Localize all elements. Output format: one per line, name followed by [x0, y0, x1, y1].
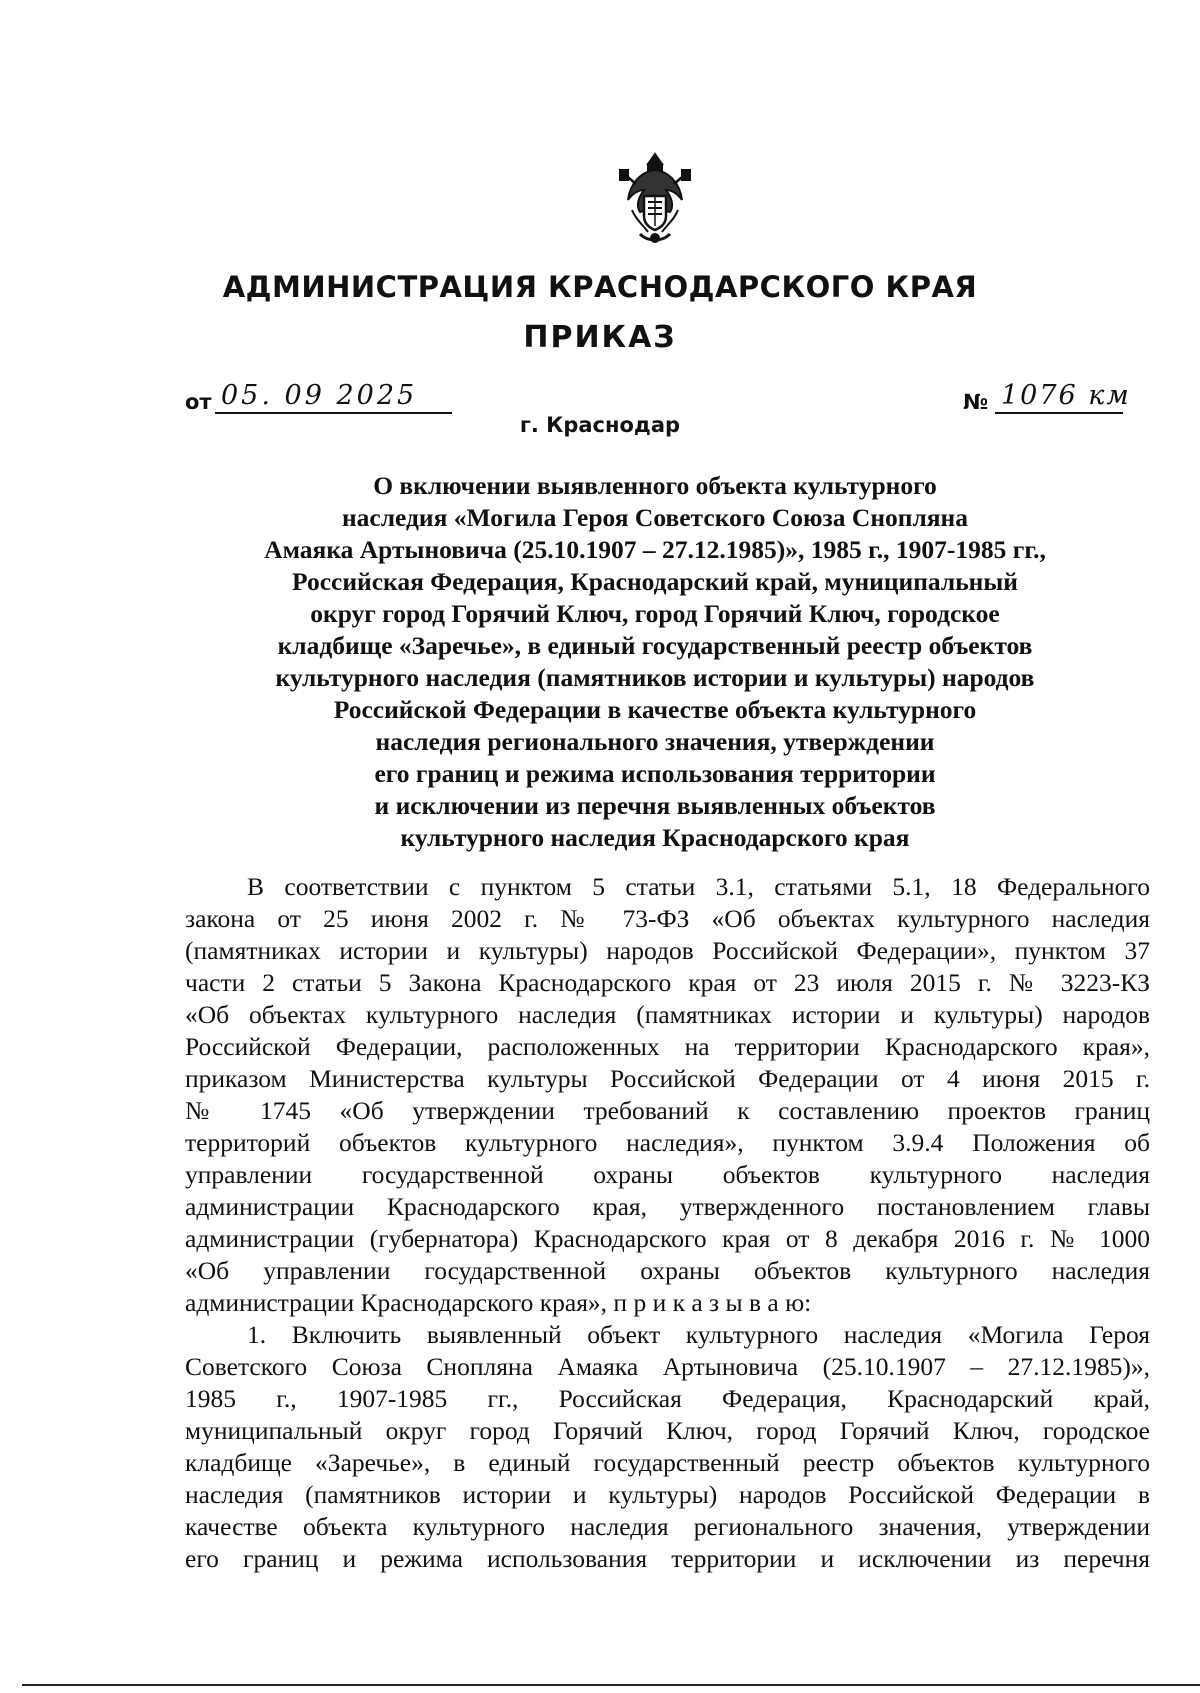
body-line: «Об объектах культурного наследия (памятниках истории и культуры) народов	[185, 1000, 1150, 1029]
order-subject-heading	[200, 470, 1110, 854]
page-bottom-divider	[22, 1684, 1200, 1686]
number-label: №	[963, 390, 989, 414]
number-value-handwritten: 1076 км	[995, 380, 1123, 414]
body-line: № 1745 «Об утверждении требований к составлению проектов границ	[185, 1096, 1150, 1125]
body-line: части 2 статьи 5 Закона Краснодарского края от 23 июля 2015 г. № 3223-КЗ	[185, 968, 1150, 997]
body-line: Советского Союза Снопляна Амаяка Артыновича (25.10.1907 – 27.12.1985)»,	[185, 1352, 1150, 1381]
body-line: 1985 г., 1907-1985 гг., Российская Федерация, Краснодарский край,	[185, 1384, 1150, 1413]
date-label: от	[185, 390, 212, 414]
date-row	[185, 380, 465, 416]
body-line: закона от 25 июня 2002 г. № 73-ФЗ «Об объектах культурного наследия	[185, 904, 1150, 933]
body-line: его границ и режима использования территории и исключении из перечня	[185, 1544, 1150, 1573]
subject-line: наследия «Могила Героя Советского Союза Снопляна	[341, 503, 969, 532]
subject-line: Российская Федерация, Краснодарский край, муниципальный	[292, 567, 1018, 596]
subject-line: культурного наследия Краснодарского края	[400, 823, 910, 852]
body-line: В соответствии с пунктом 5 статьи 3.1, статьями 5.1, 18 Федерального	[247, 872, 1150, 901]
subject-line: округ город Горячий Ключ, город Горячий Ключ, городское	[310, 599, 1000, 628]
organization-title: АДМИНИСТРАЦИЯ КРАСНОДАРСКОГО КРАЯ	[222, 270, 978, 304]
order-body	[185, 871, 1150, 1575]
subject-line: Российской Федерации в качестве объекта культурного	[333, 695, 977, 724]
body-line: Российской Федерации, расположенных на территории Краснодарского края»,	[185, 1032, 1150, 1061]
body-line: приказом Министерства культуры Российской Федерации от 4 июня 2015 г.	[185, 1064, 1150, 1093]
coat-of-arms-emblem	[618, 150, 692, 246]
body-line: наследия (памятников истории и культуры) народов Российской Федерации в	[185, 1480, 1150, 1509]
body-line: «Об управлении государственной охраны объектов культурного наследия	[185, 1256, 1150, 1285]
body-line: (памятниках истории и культуры) народов Российской Федерации», пунктом 37	[185, 936, 1150, 965]
body-line: территорий объектов культурного наследия», пунктом 3.9.4 Положения об	[185, 1128, 1150, 1157]
subject-line: и исключении из перечня выявленных объектов	[374, 791, 936, 820]
subject-line: культурного наследия (памятников истории и культуры) народов	[275, 663, 1035, 692]
subject-line: О включении выявленного объекта культурного	[373, 471, 937, 500]
body-line: администрации Краснодарского края», п р и к а з ы в а ю:	[185, 1288, 812, 1317]
body-line: администрации Краснодарского края, утвержденного постановлением главы	[185, 1192, 1150, 1221]
subject-line: кладбище «Заречье», в единый государственный реестр объектов	[277, 631, 1033, 660]
body-line: качестве объекта культурного наследия регионального значения, утверждении	[185, 1512, 1150, 1541]
date-value-handwritten: 05. 09 2025	[215, 380, 452, 414]
body-line: муниципальный округ город Горячий Ключ, город Горячий Ключ, городское	[185, 1416, 1150, 1445]
document-type-heading: ПРИКАЗ	[523, 320, 677, 355]
body-line: 1. Включить выявленный объект культурного наследия «Могила Героя	[247, 1320, 1150, 1349]
subject-line: Амаяка Артыновича (25.10.1907 – 27.12.1985)», 1985 г., 1907-1985 гг.,	[264, 535, 1046, 564]
city-line: г. Краснодар	[519, 413, 681, 437]
subject-line: наследия регионального значения, утверждении	[375, 727, 935, 756]
subject-line: его границ и режима использования территории	[374, 759, 936, 788]
body-line: кладбище «Заречье», в единый государственный реестр объектов культурного	[185, 1448, 1150, 1477]
body-line: управлении государственной охраны объектов культурного наследия	[185, 1160, 1150, 1189]
number-row	[963, 380, 1131, 416]
body-line: администрации (губернатора) Краснодарского края от 8 декабря 2016 г. № 1000	[185, 1224, 1150, 1253]
